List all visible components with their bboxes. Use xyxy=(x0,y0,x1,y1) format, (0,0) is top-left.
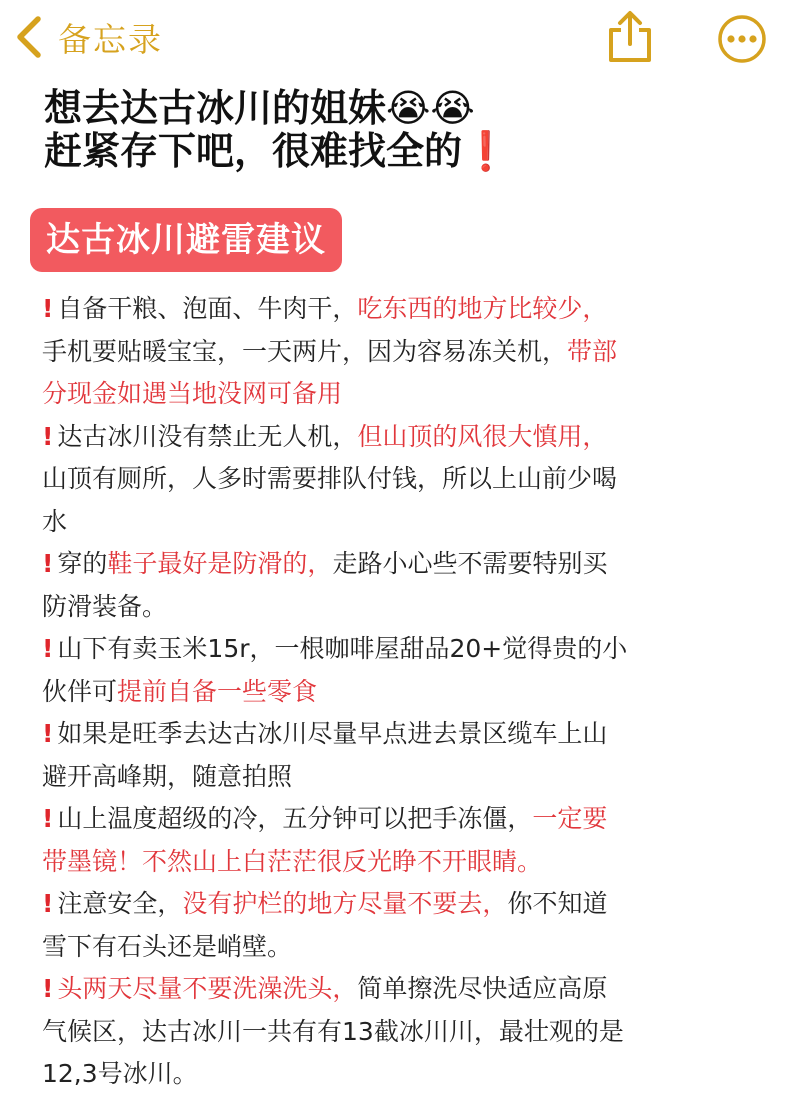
tip-item xyxy=(42,883,762,968)
tip-text: 手机要贴暖宝宝，一天两片，因为容易冻关机， xyxy=(42,336,568,366)
highlight-text: 带墨镜！不然山上白茫茫很反光睁不开眼睛。 xyxy=(42,846,543,876)
note-title xyxy=(44,80,764,173)
highlight-text: 提前自备一些零食 xyxy=(117,676,318,706)
back-button[interactable] xyxy=(14,14,163,60)
tip-line xyxy=(42,713,762,756)
tip-line xyxy=(42,968,762,1011)
tip-item xyxy=(42,416,762,544)
tip-item xyxy=(42,628,762,713)
tip-text: 避开高峰期，随意拍照 xyxy=(42,761,293,791)
back-label: 备忘录 xyxy=(58,19,163,59)
tip-line xyxy=(42,331,762,374)
tip-line xyxy=(42,841,762,884)
exclamation-icon: ! xyxy=(42,634,54,663)
tip-text: 注意安全， xyxy=(57,889,183,918)
tip-line xyxy=(42,501,762,544)
highlight-text: 鞋子最好是防滑的， xyxy=(107,549,333,578)
highlight-text: 分现金如遇当地没网可备用 xyxy=(42,379,343,408)
tip-line xyxy=(42,926,762,969)
tip-text: 防滑装备。 xyxy=(42,591,168,621)
tip-line xyxy=(42,628,762,671)
exclamation-icon: ! xyxy=(42,549,54,578)
tip-text: 山下有卖玉米15r，一根咖啡屋甜品20+觉得贵的小 xyxy=(57,634,628,663)
chevron-left-icon xyxy=(14,14,44,60)
tip-text: 雪下有石头还是峭壁。 xyxy=(42,931,293,961)
tip-text: 达古冰川没有禁止无人机， xyxy=(57,421,358,451)
tip-line xyxy=(42,586,762,629)
highlight-text: 但山顶的风很大慎用， xyxy=(357,421,608,451)
section-tag: 达古冰川避雷建议 xyxy=(30,208,342,272)
highlight-text: 没有护栏的地方尽量不要去， xyxy=(182,889,508,918)
share-icon[interactable] xyxy=(604,8,656,64)
tip-item xyxy=(42,288,762,416)
exclamation-icon: ! xyxy=(42,719,54,748)
exclamation-icon: ! xyxy=(42,804,54,833)
tip-text: 伙伴可 xyxy=(42,676,118,706)
more-icon[interactable] xyxy=(717,14,767,64)
title-line-1: 想去达古冰川的姐妹😭😭 xyxy=(44,86,475,130)
tip-text: 你不知道 xyxy=(507,889,608,918)
tip-text: 山上温度超级的冷，五分钟可以把手冻僵， xyxy=(57,804,533,833)
tip-line xyxy=(42,543,762,586)
tip-text: 走路小心些不需要特别买 xyxy=(332,549,608,578)
exclamation-icon: ! xyxy=(42,889,54,918)
tip-line xyxy=(42,756,762,799)
tip-item xyxy=(42,968,762,1096)
tip-line xyxy=(42,671,762,714)
tips-list xyxy=(42,288,762,1096)
tip-item xyxy=(42,798,762,883)
tip-item xyxy=(42,713,762,798)
tip-line xyxy=(42,416,762,459)
exclamation-icon: ! xyxy=(42,974,54,1003)
tip-line xyxy=(42,1053,762,1096)
tip-text: 简单擦洗尽快适应高原 xyxy=(357,974,608,1003)
tip-text: 12,3号冰川。 xyxy=(42,1059,198,1088)
tip-text: 如果是旺季去达古冰川尽量早点进去景区缆车上山 xyxy=(57,719,608,748)
highlight-text: 一定要 xyxy=(532,804,608,833)
tip-text: 山顶有厕所，人多时需要排队付钱，所以上山前少喝 xyxy=(42,464,618,493)
tip-line xyxy=(42,373,762,416)
tip-line xyxy=(42,288,762,331)
tip-item xyxy=(42,543,762,628)
exclamation-icon: ! xyxy=(42,294,54,323)
tip-text: 水 xyxy=(42,506,68,536)
tip-line xyxy=(42,458,762,501)
title-line-2: 赶紧存下吧，很难找全的❗ xyxy=(44,128,510,173)
top-bar xyxy=(0,0,800,78)
tip-line xyxy=(42,1011,762,1054)
tip-text: 气候区，达古冰川一共有有13截冰川川，最壮观的是 xyxy=(42,1016,624,1046)
exclamation-icon: ! xyxy=(42,421,54,451)
highlight-text: 头两天尽量不要洗澡洗头， xyxy=(57,974,358,1003)
tip-text: 穿的 xyxy=(57,549,108,578)
tip-line xyxy=(42,798,762,841)
highlight-text: 带部 xyxy=(567,336,618,366)
highlight-text: 吃东西的地方比较少， xyxy=(357,294,608,323)
tip-text: 自备干粮、泡面、牛肉干， xyxy=(57,294,358,323)
tip-line xyxy=(42,883,762,926)
